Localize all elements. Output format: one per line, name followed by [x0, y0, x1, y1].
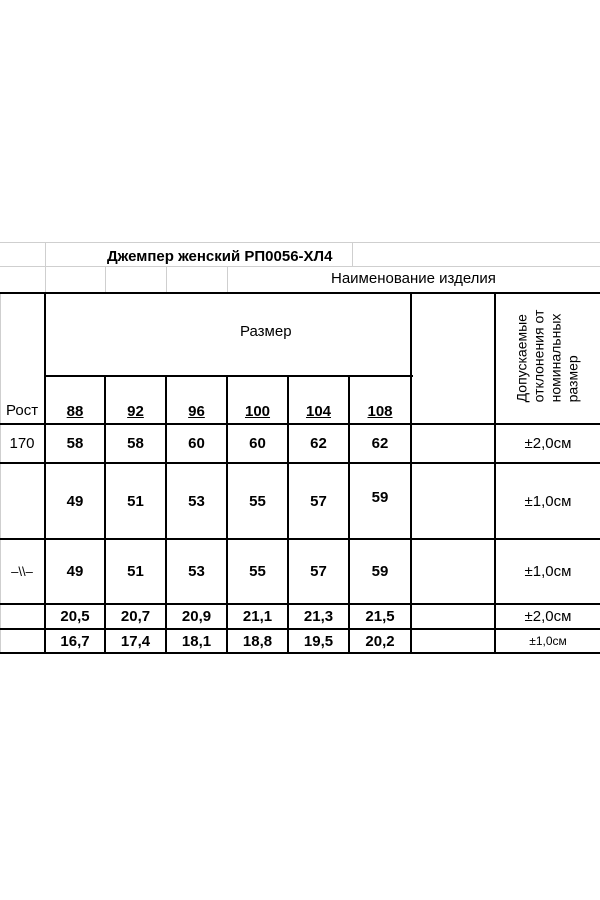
grid-line — [0, 266, 600, 267]
tolerance-header-line: Допускаемые — [513, 314, 529, 403]
size-header: Размер — [240, 323, 292, 340]
table-cell: 58 — [127, 435, 144, 452]
table-cell: 55 — [249, 492, 266, 510]
tolerance-header-line: размер — [564, 355, 580, 403]
tolerance-header — [497, 296, 597, 416]
table-cell: 16,7 — [60, 632, 90, 650]
tolerance-cell: ±1,0см — [524, 492, 572, 510]
table-border — [0, 292, 600, 294]
table-cell: 62 — [310, 435, 327, 452]
table-cell: 53 — [188, 563, 205, 580]
row-label: 170 — [9, 435, 35, 452]
table-cell: 59 — [371, 563, 389, 580]
height-label: Рост — [6, 402, 39, 419]
grid-line — [227, 266, 228, 292]
size-100: 100 — [244, 402, 271, 420]
tolerance-header-line: номинальных — [547, 313, 563, 403]
table-cell: 60 — [249, 435, 266, 452]
grid-line — [352, 242, 353, 266]
grid-line — [45, 242, 46, 292]
size-104: 104 — [305, 402, 332, 420]
table-cell: 18,1 — [181, 632, 212, 650]
table-cell: 49 — [66, 492, 84, 510]
size-96: 96 — [188, 402, 205, 420]
table-border — [410, 292, 412, 654]
table-cell: 58 — [66, 435, 84, 452]
table-cell: 60 — [188, 435, 205, 452]
size-108: 108 — [367, 402, 393, 420]
table-cell: 51 — [127, 563, 144, 580]
table-cell: 62 — [371, 435, 389, 452]
grid-line — [105, 266, 106, 292]
size-88: 88 — [66, 402, 84, 420]
table-cell: 21,1 — [242, 608, 273, 625]
tolerance-cell: ±2,0см — [524, 435, 572, 452]
table-cell: 57 — [310, 492, 327, 510]
table-cell: 21,5 — [365, 608, 395, 625]
table-cell: 55 — [249, 563, 266, 580]
product-title: Джемпер женский РП0056-ХЛ4 — [107, 248, 333, 265]
size-table — [0, 242, 600, 654]
product-name-caption: Наименование изделия — [331, 270, 496, 287]
grid-line — [166, 266, 167, 292]
table-cell: 20,5 — [60, 608, 90, 625]
table-cell: 17,4 — [120, 632, 151, 650]
table-cell: 18,8 — [242, 632, 273, 650]
table-cell: 49 — [66, 563, 84, 580]
table-cell: 51 — [127, 492, 144, 510]
table-cell: 20,7 — [120, 608, 151, 625]
ditto-mark: –\\– — [11, 564, 33, 579]
table-cell: 53 — [188, 492, 205, 510]
tolerance-cell: ±2,0см — [524, 608, 572, 625]
size-92: 92 — [127, 402, 144, 420]
table-cell: 19,5 — [303, 632, 334, 650]
table-border — [45, 375, 413, 377]
tolerance-cell: ±1,0см — [529, 634, 567, 648]
table-cell: 21,3 — [303, 608, 334, 625]
table-cell: 59 — [371, 488, 389, 506]
tolerance-header-line: отклонения от — [530, 309, 546, 403]
tolerance-cell: ±1,0см — [524, 563, 572, 580]
table-cell: 57 — [310, 563, 327, 580]
table-cell: 20,2 — [365, 632, 395, 650]
table-cell: 20,9 — [181, 608, 212, 625]
grid-line — [0, 242, 600, 243]
table-border — [0, 652, 600, 654]
